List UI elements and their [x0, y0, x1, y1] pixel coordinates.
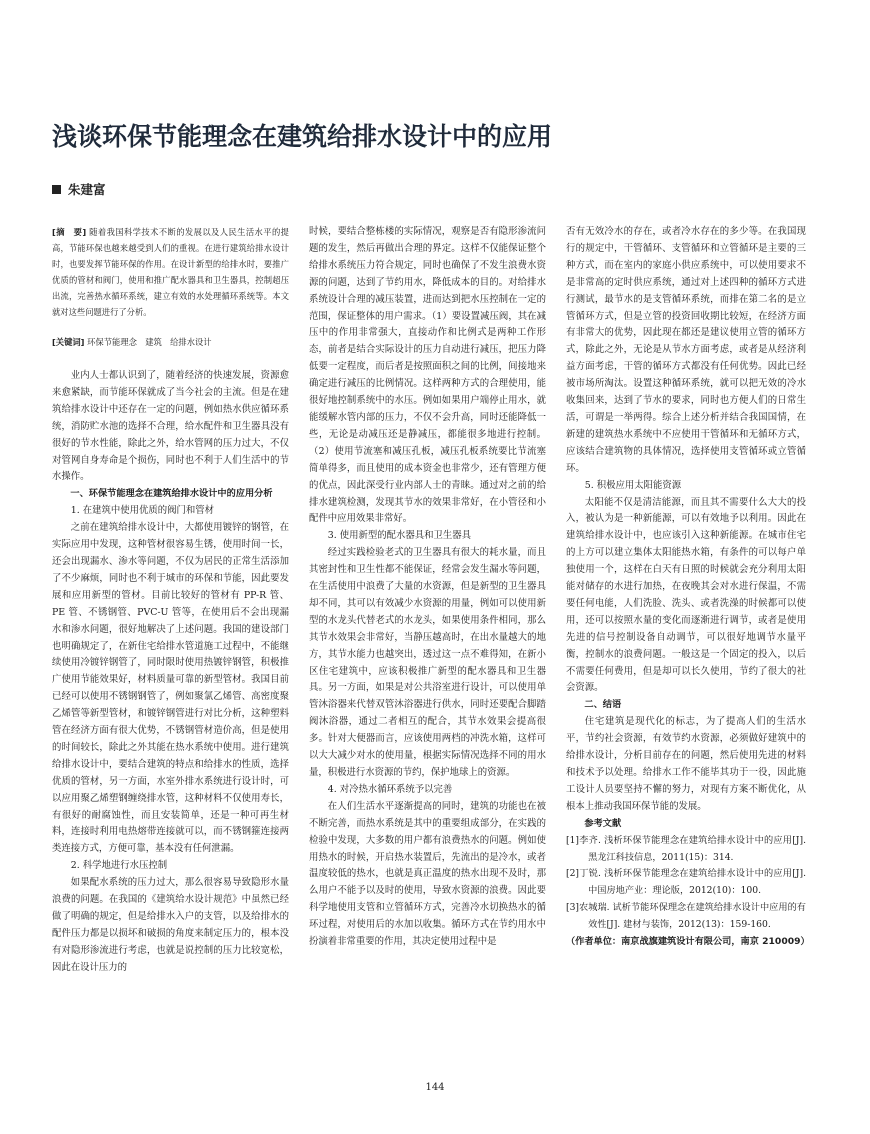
- paragraph: 在人们生活水平逐渐提高的同时，建筑的功能也在被不断完善，而热水系统是其中的重要组成部分，在实践的检验中发现，大多数的用户都有浪费热水的问题。例如使用热水的时候，开启热水装置后，先流出的是冷水，或者温度较低的热水，也就是真正温度的热水出现不及时，那么用户不能予以及时的使用，导致水资源的浪费。因此要科学地使用支管和立管循环方式，完善冷水切换热水的循环过程，对使用后的水加以收集。循环方式在节约用水中扮演着非常重要的作用，其决定使用过程中是: [309, 800, 546, 948]
- abstract-text: 随着我国科学技术不断的发展以及人民生活水平的提高，节能环保也越来越受到人们的重视。在进行建筑给排水设计时，也要发挥节能环保的作用。在设计新型的给排水时，要推广优质的管材和阀门，使用和推广配水器具和卫生器具，控制超压出流，完善热水循环系统，建立有效的水处理循环系统等。本文就对这些问题进行了分析。: [52, 227, 289, 317]
- subheading-2: 2. 科学地进行水压控制: [70, 860, 168, 872]
- reference-item: [3]农城瑞. 试析节能环保理念在建筑给排水设计中应用的有效性[J]. 建材与装饰，2012(13)：159-160.: [566, 902, 806, 931]
- paragraph: 经过实践检验老式的卫生器具有很大的耗水量，而且其密封性和卫生性都不能保证，经常会发生漏水等问题，在生活使用中浪费了大量的水资源，但是新型的卫生器具却不同，其可以有效减少水资源的用量，例如可以使用新型的水龙头代替老式的水龙头，如果使用条件相同，那么其节水效果会非常好，当静压越高时，在出水量越大的地方，其节水能力也越突出，透过这一点不难得知，在新小区住宅建筑中，应该积极推广新型的配水器具和卫生器具。另一方面，如果是对公共浴室进行设计，可以使用单管沐浴器来代替双管沐浴器进行供水，同时还要配合脚踏阀沐浴器，通过二者相互的配合，其节水效果会提高很多。针对大便器而言，应该使用两档的冲洗水箱，这样可以大大减少对水的使用量，根据实际情况选择不同的用水量，积极进行水资源的节约，保护地球上的资源。: [309, 547, 546, 778]
- abstract-label: [摘 要]: [52, 227, 87, 237]
- paragraph: 之前在建筑给排水设计中，大都使用镀锌的钢管，在实际应用中发现，这种管材很容易生锈，使用时间一长，还会出现漏水、渗水等问题，不仅为居民的正常生活添加了不少麻烦，同时也不利于城市的环保和节能，因此要发展和应用新型的管材。目前比较好的管材有 PP-R 管、PE 管、不锈钢管、PVC-U 管等，在使用后不会出现漏水和渗水问题，很好地解决了上述问题。我国的建设部门也明确规定了，在新住宅给排水管道施工过程中，不能继续使用冷镀锌钢管了，同时限时使用热镀锌钢管，积极推广使用节能效果好，材料质量可靠的新型管材。我国目前已经可以使用不锈钢钢管了，例如聚氯乙烯管、高密度聚乙烯管等新型管材，和镀锌钢管进行对比分析，这种塑料管在经济方面有很大优势，不锈钢管材造价高，但是使用的时间较长，除此之外其能在热水系统中使用。进行建筑给排水设计中，要结合建筑的特点和给排水的性质，选择优质的管材，另一方面，水室外排水系统进行设计时，可以应用聚乙烯塑钢缠绕排水管，这种材料不仅使用寿长，有很好的耐腐蚀性，而且安装简单，还是一种可再生材料，连接时利用电热熔带连接就可以，而不锈钢箍连接两类连接方式，方便可靠，基本没有任何泄漏。: [52, 522, 289, 855]
- intro-paragraph: 业内人士都认识到了，随着经济的快速发展，资源愈来愈紧缺，而节能环保就成了当今社会的主流。但是在建筑给排水设计中还存在一定的问题，例如热水供应循环系统，消防贮水池的选择不合理，给水配件和卫生器具没有很好的节水性能，除此之外，给水管网的压力过大，不仅对管网自身寿命是个损伤，同时也不利于人们生活中的节水操作。: [52, 370, 289, 483]
- paragraph: 太阳能不仅是清洁能源，而且其不需要什么大大的投入，被认为是一种新能源，可以有效地予以利用。因此在建筑给排水设计中，也应该引入这种新能源。在城市住宅的上方可以建立集体太阳能热水箱，有条件的可以每户单独使用一个，这样在白天有日照的时候就会充分利用太阳能对储存的水进行加热，在夜晚其会对水进行保温，不需要任何电能，人们洗脸、洗头、或者洗澡的时候都可以使用，还可以按照水量的变化而逐渐进行调节，或者是使用先进的信号控制设备自动调节，可以很好地调节水量平衡，控制水的浪费问题。一般这是一个固定的投入，以后不需要任何费用，但是却可以长久使用，节约了很大的社会资源。: [566, 496, 806, 694]
- keywords: [52, 334, 289, 350]
- keywords-label: [关键词]: [52, 337, 85, 347]
- article-title: 浅谈环保节能理念在建筑给排水设计中的应用: [52, 122, 553, 151]
- author-name: 朱建富: [68, 182, 106, 197]
- keywords-text: 环保节能理念 建筑 给排水设计: [87, 337, 212, 347]
- paragraph: 时候，要结合整栋楼的实际情况，观察是否有隐形渗流问题的发生，然后再做出合理的界定。这样不仅能保证整个给排水系统压力符合规定，同时也确保了不发生浪费水资源的问题，达到了节约用水，降低成本的目的。对给排水系统设计合理的减压装置，进而达到把水压控制在一定的范围，保证整体的用户需求。（1）要设置减压阀，其在减压中的作用非常强大，直接动作和比例式是两种工作形态，前者是结合实际设计的压力自动进行减压，把压力降低要一定程度，而后者是按照面积之间的比例，间接地来确定进行减压的比例情况。这样两种方式的合理使用，能很好地控制系统中的水压。例如如果用户端停止用水，就能缓解水管内部的压力，不仅不会升高，同时还能降低一些，无论是动减压还是静减压，都能很多地进行控制。（2）使用节流塞和减压孔板，减压孔板系统要比节流塞简单得多，而且使用的成本资金也非常少，还有管理方便的优点，因此深受行业内部人士的青睐。通过对之前的给排水建筑检测，发现其节水的效果非常好，在小管径和小配件中应用效果非常好。: [309, 226, 546, 525]
- subheading-3: 3. 使用新型的配水器具和卫生器具: [327, 530, 471, 542]
- abstract: [52, 224, 289, 320]
- square-bullet-icon: [52, 185, 61, 194]
- section-heading-2: 二、结语: [584, 699, 622, 711]
- paragraph: 如果配水系统的压力过大，那么很容易导致隐形水量浪费的问题。在我国的《建筑给水设计规范》中虽然已经做了明确的规定，但是给排水入户的支管，以及给排水的配件压力都是以损坏和破损的角度来制定压力的，根本没有对隐形渗流进行考虑，也就是说控制的压力比较宽松，因此在设计压力的: [52, 877, 289, 973]
- author-line: [52, 180, 106, 198]
- paragraph: 否有无效冷水的存在，或者冷水存在的多少等。在我国现行的规定中，干管循环、支管循环和立管循环是主要的三种方式，而在室内的家庭小供应系统中，可以使用要求不是非常高的定时供应系统，通过对上述四种的循环方式进行测试，最节水的是支管循环系统，而排在第二名的是立管循环方式，但是立管的投资回收期比较短，在经济方面有非常大的优势，因此现在都还是建议使用立管的循环方式，除此之外，无论是从节水方面考虑，或者是从经济利益方面考虑，干管的循环方式都没有任何优势。因此已经被市场所淘汰。设置这种循环系统，就可以把无效的冷水收集回来，达到了节水的要求，同时也方便人们的日常生活，可谓是一举两得。综合上述分析并结合我国国情，在新建的建筑热水系统中不应使用干管循环和无循环方式，应该结合建筑物的具体情况，选择使用支管循环或立管循环。: [566, 226, 806, 474]
- page-number: 144: [425, 1082, 445, 1093]
- subheading-4: 4. 对冷热水循环系统予以完善: [327, 783, 453, 795]
- section-heading-1: 一、环保节能理念在建筑给排水设计中的应用分析: [70, 488, 273, 500]
- column-1: [52, 224, 289, 977]
- subheading-5: 5. 积极应用太阳能资源: [584, 479, 682, 491]
- reference-item: [2]丁锐. 浅析环保节能理念在建筑给排水设计中的应用[J]. 中国房地产业：理论版，2012(10)：100.: [566, 868, 806, 897]
- reference-item: [1]李齐. 浅析环保节能理念在建筑给排水设计中的应用[J]. 黑龙江科技信息，2011(15)：314.: [566, 834, 806, 863]
- subheading-1: 1. 在建筑中使用优质的阀门和管材: [70, 505, 214, 517]
- references-heading: 参考文献: [584, 817, 622, 829]
- column-3: [566, 224, 810, 951]
- author-affiliation: （作者单位：南京战旗建筑设计有限公司，南京 210009）: [566, 936, 810, 948]
- paragraph: 住宅建筑是现代化的标志，为了提高人们的生活水平，节约社会资源，有效节约水资源，必须做好建筑中的给排水设计，分析目前存在的问题，然后使用先进的材料和技术予以处理。给排水工作不能毕其功于一役，因此施工设计人员要坚持不懈的努力，对现有方案不断优化，从根本上推动我国环保节能的发展。: [566, 716, 806, 812]
- column-2: [309, 224, 546, 951]
